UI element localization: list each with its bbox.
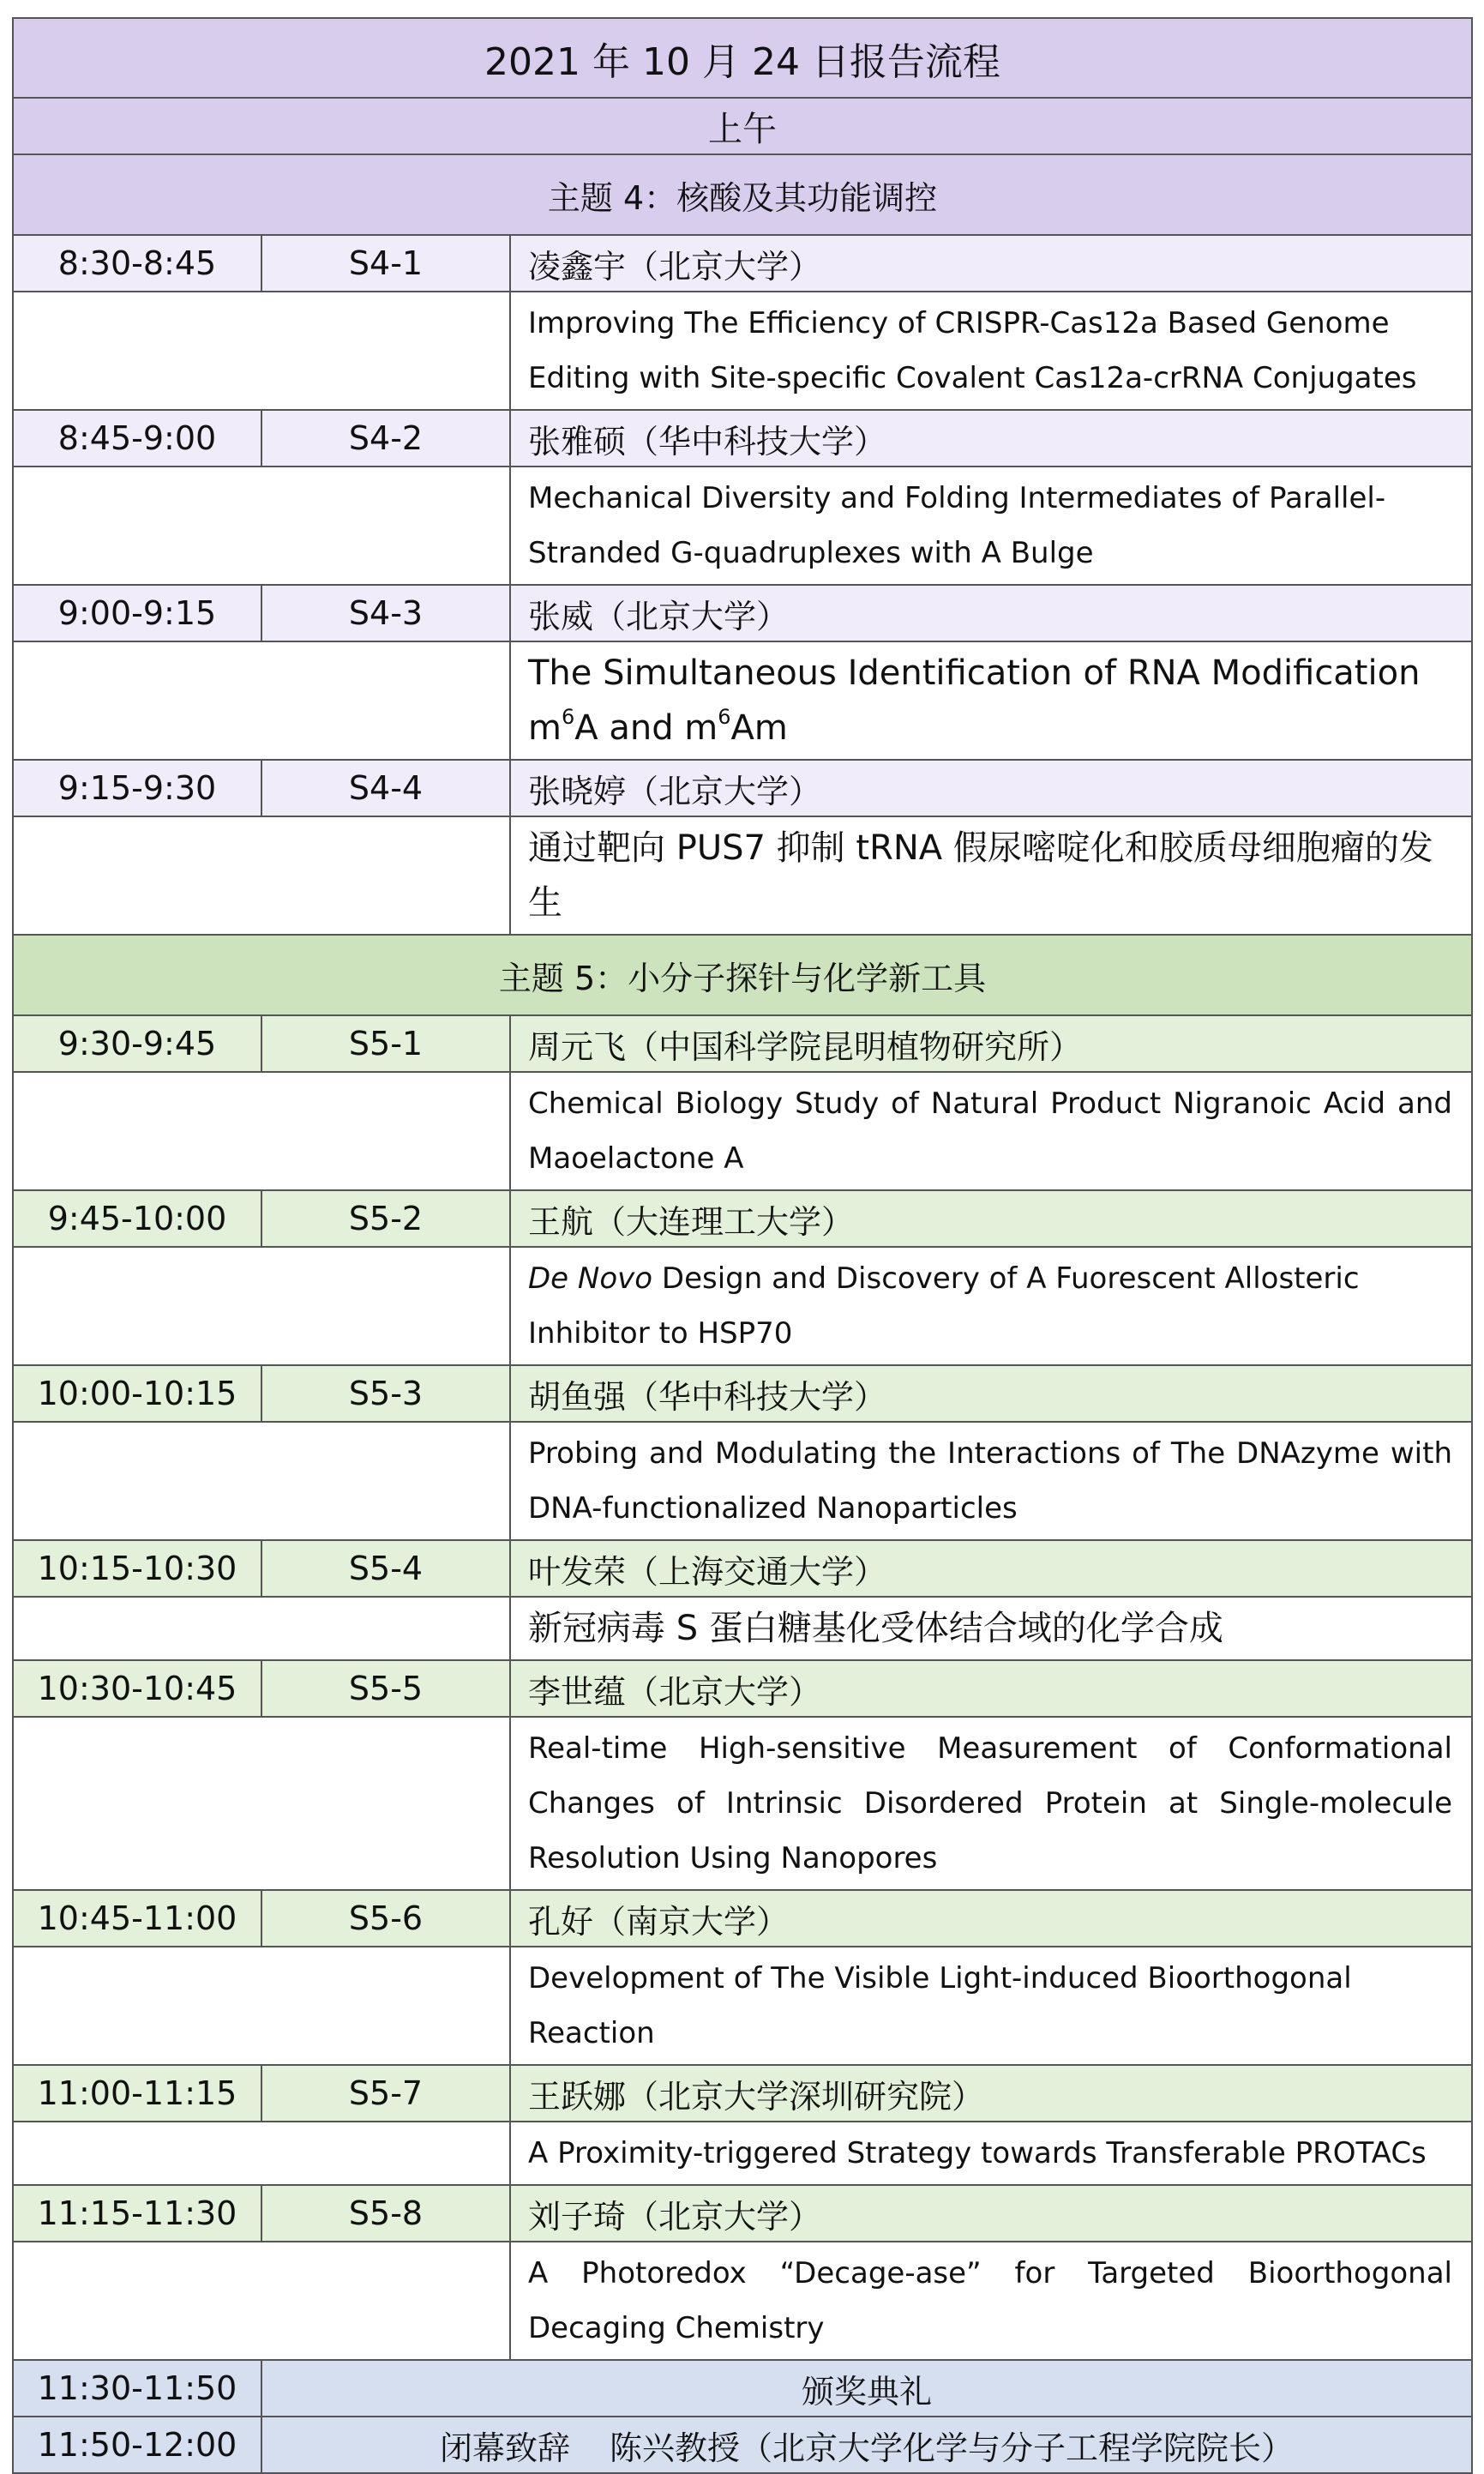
slot-row bbox=[13, 235, 1472, 292]
closing-label bbox=[261, 2417, 1472, 2473]
talk-title: Chemical Biology Study of Natural Product Nigranoic Acid and Maoelactone A bbox=[510, 1072, 1472, 1190]
closing-row bbox=[13, 2417, 1472, 2473]
slot-row bbox=[13, 1540, 1472, 1597]
slot-time: 10:15-10:30 bbox=[13, 1540, 261, 1597]
slot-speaker: 孔好（南京大学） bbox=[510, 1890, 1472, 1947]
schedule-table bbox=[12, 17, 1473, 2474]
talk-row bbox=[13, 1072, 1472, 1190]
blank-cell bbox=[13, 1597, 510, 1660]
talk-title: A Proximity-triggered Strategy towards Transferable PROTACs bbox=[510, 2122, 1472, 2185]
slot-code: S5-3 bbox=[261, 1365, 510, 1422]
slot-speaker: 周元飞（中国科学院昆明植物研究所） bbox=[510, 1015, 1472, 1072]
theme-label: 主题 4：核酸及其功能调控 bbox=[13, 154, 1472, 235]
blank-cell bbox=[13, 2242, 510, 2360]
blank-cell bbox=[13, 467, 510, 585]
session-label: 上午 bbox=[13, 98, 1472, 154]
closing-label-part: 陈兴教授（北京大学化学与分子工程学院院长） bbox=[610, 2429, 1295, 2467]
slot-time: 9:00-9:15 bbox=[13, 585, 261, 641]
talk-title: Development of The Visible Light-induced Bioorthogonal Reaction bbox=[510, 1947, 1472, 2065]
talk-title-part: Am bbox=[730, 708, 788, 748]
talk-title-part: Design and Discovery of A Fuorescent Allosteric Inhibitor to HSP70 bbox=[528, 1261, 1360, 1351]
talk-row bbox=[13, 2242, 1472, 2360]
talk-title-part: The Simultaneous Identification of RNA Modification m bbox=[528, 653, 1421, 748]
title-row bbox=[13, 18, 1472, 98]
slot-row bbox=[13, 1190, 1472, 1247]
talk-row bbox=[13, 292, 1472, 410]
slot-row bbox=[13, 410, 1472, 467]
blank-cell bbox=[13, 1072, 510, 1190]
blank-cell bbox=[13, 1422, 510, 1540]
talk-title: 新冠病毒 S 蛋白糖基化受体结合域的化学合成 bbox=[510, 1597, 1472, 1660]
talk-row bbox=[13, 467, 1472, 585]
slot-speaker: 王航（大连理工大学） bbox=[510, 1190, 1472, 1247]
talk-title: Real-time High-sensitive Measurement of Conformational Changes of Intrinsic Disordered Protein at Single-molecule Resolution Using Nanopores bbox=[510, 1717, 1472, 1890]
closing-label: 颁奖典礼 bbox=[261, 2360, 1472, 2417]
session-row bbox=[13, 98, 1472, 154]
page-title: 2021 年 10 月 24 日报告流程 bbox=[13, 18, 1472, 98]
slot-row bbox=[13, 1015, 1472, 1072]
slot-code: S4-1 bbox=[261, 235, 510, 292]
theme-header bbox=[13, 935, 1472, 1015]
theme-label: 主题 5：小分子探针与化学新工具 bbox=[13, 935, 1472, 1015]
slot-row bbox=[13, 585, 1472, 641]
slot-code: S5-4 bbox=[261, 1540, 510, 1597]
slot-speaker: 王跃娜（北京大学深圳研究院） bbox=[510, 2065, 1472, 2122]
slot-speaker: 张威（北京大学） bbox=[510, 585, 1472, 641]
slot-speaker: 刘子琦（北京大学） bbox=[510, 2185, 1472, 2242]
blank-cell bbox=[13, 1247, 510, 1365]
slot-code: S5-2 bbox=[261, 1190, 510, 1247]
blank-cell bbox=[13, 641, 510, 760]
closing-label-part: 闭幕致辞 bbox=[439, 2429, 570, 2467]
slot-speaker: 凌鑫宇（北京大学） bbox=[510, 235, 1472, 292]
talk-title: Probing and Modulating the Interactions of The DNAzyme with DNA-functionalized Nanoparticles bbox=[510, 1422, 1472, 1540]
slot-code: S4-3 bbox=[261, 585, 510, 641]
blank-cell bbox=[13, 1947, 510, 2065]
slot-code: S4-2 bbox=[261, 410, 510, 467]
talk-row bbox=[13, 1717, 1472, 1890]
slot-code: S5-7 bbox=[261, 2065, 510, 2122]
talk-row bbox=[13, 2122, 1472, 2185]
slot-row bbox=[13, 1890, 1472, 1947]
slot-speaker: 胡鱼强（华中科技大学） bbox=[510, 1365, 1472, 1422]
slot-row bbox=[13, 760, 1472, 816]
talk-title bbox=[510, 641, 1472, 760]
talk-title: 通过靶向 PUS7 抑制 tRNA 假尿嘧啶化和胶质母细胞瘤的发生 bbox=[510, 816, 1472, 935]
talk-title: Mechanical Diversity and Folding Intermediates of Parallel-Stranded G-quadruplexes with A Bulge bbox=[510, 467, 1472, 585]
slot-code: S4-4 bbox=[261, 760, 510, 816]
talk-row bbox=[13, 1247, 1472, 1365]
talk-title: A Photoredox “Decage-ase” for Targeted Bioorthogonal Decaging Chemistry bbox=[510, 2242, 1472, 2360]
talk-row bbox=[13, 816, 1472, 935]
slot-time: 9:15-9:30 bbox=[13, 760, 261, 816]
closing-time: 11:50-12:00 bbox=[13, 2417, 261, 2473]
slot-time: 11:15-11:30 bbox=[13, 2185, 261, 2242]
schedule-sheet bbox=[12, 17, 1471, 2474]
slot-time: 10:45-11:00 bbox=[13, 1890, 261, 1947]
slot-speaker: 叶发荣（上海交通大学） bbox=[510, 1540, 1472, 1597]
slot-code: S5-6 bbox=[261, 1890, 510, 1947]
slot-time: 10:00-10:15 bbox=[13, 1365, 261, 1422]
talk-title-part: A and m bbox=[574, 708, 718, 748]
blank-cell bbox=[13, 1717, 510, 1890]
talk-row bbox=[13, 1947, 1472, 2065]
blank-cell bbox=[13, 2122, 510, 2185]
slot-code: S5-5 bbox=[261, 1660, 510, 1717]
slot-time: 10:30-10:45 bbox=[13, 1660, 261, 1717]
blank-cell bbox=[13, 292, 510, 410]
superscript: 6 bbox=[718, 704, 731, 729]
slot-row bbox=[13, 1365, 1472, 1422]
slot-row bbox=[13, 1660, 1472, 1717]
talk-row bbox=[13, 1597, 1472, 1660]
talk-row bbox=[13, 1422, 1472, 1540]
slot-row bbox=[13, 2065, 1472, 2122]
theme-header bbox=[13, 154, 1472, 235]
slot-code: S5-8 bbox=[261, 2185, 510, 2242]
slot-row bbox=[13, 2185, 1472, 2242]
slot-speaker: 李世蕴（北京大学） bbox=[510, 1660, 1472, 1717]
talk-title: Improving The Efficiency of CRISPR-Cas12a Based Genome Editing with Site-specific Covalent Cas12a-crRNA Conjugates bbox=[510, 292, 1472, 410]
slot-time: 8:45-9:00 bbox=[13, 410, 261, 467]
slot-speaker: 张雅硕（华中科技大学） bbox=[510, 410, 1472, 467]
talk-row bbox=[13, 641, 1472, 760]
superscript: 6 bbox=[561, 704, 575, 729]
blank-cell bbox=[13, 816, 510, 935]
closing-time: 11:30-11:50 bbox=[13, 2360, 261, 2417]
slot-speaker: 张晓婷（北京大学） bbox=[510, 760, 1472, 816]
talk-title-italic: De Novo bbox=[528, 1261, 653, 1296]
slot-time: 9:45-10:00 bbox=[13, 1190, 261, 1247]
talk-title bbox=[510, 1247, 1472, 1365]
slot-time: 11:00-11:15 bbox=[13, 2065, 261, 2122]
slot-time: 8:30-8:45 bbox=[13, 235, 261, 292]
slot-code: S5-1 bbox=[261, 1015, 510, 1072]
slot-time: 9:30-9:45 bbox=[13, 1015, 261, 1072]
closing-row bbox=[13, 2360, 1472, 2417]
